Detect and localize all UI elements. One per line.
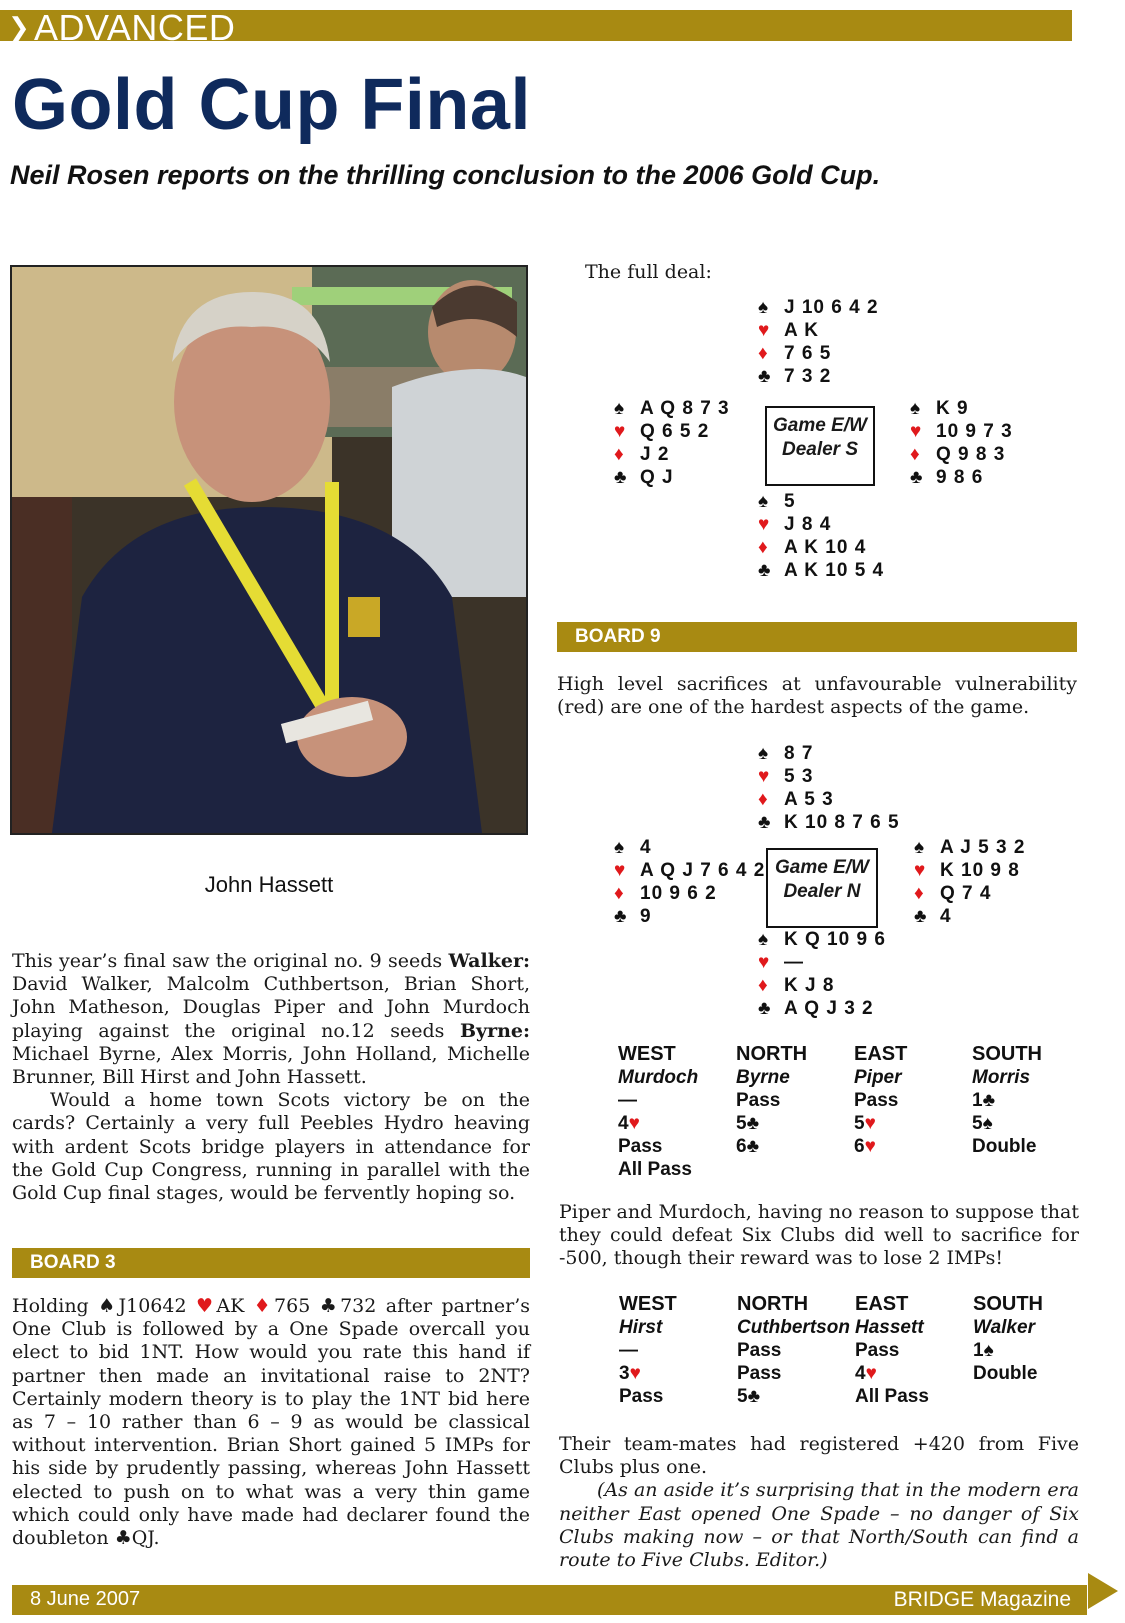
diamond-icon: ♦ xyxy=(614,444,624,465)
bid: Pass xyxy=(737,1340,782,1361)
spade-icon: ♠ xyxy=(98,1295,119,1317)
bid: Pass xyxy=(737,1363,782,1384)
intro-text-a: This year’s final saw the original no. 9 seeds xyxy=(12,950,449,972)
bid xyxy=(736,1135,854,1158)
board-3-text-a: Holding xyxy=(12,1295,99,1317)
diamond-icon: ♦ xyxy=(758,975,768,996)
auction-table-2 xyxy=(619,1293,1099,1408)
board-3-heading: BOARD 3 xyxy=(30,1252,116,1273)
heart-icon: ♥ xyxy=(865,1363,877,1384)
intro-text xyxy=(12,950,530,1205)
page-number-date: 8 June 2007 xyxy=(30,1588,141,1610)
auction-header-east: EAST xyxy=(854,1043,908,1065)
heart-icon: ♥ xyxy=(758,514,770,535)
bid-level: 5 xyxy=(972,1113,983,1134)
north-clubs: K 10 8 7 6 5 xyxy=(784,812,900,833)
intro-paragraph-2: Would a home town Scots victory be on the cards? Certainly a very full Peebles Hydro heaving with ardent Scots bridge players in attendance for the Gold Cup Congress, running in parallel with the Gold Cup final stages, would be fervently hoping so. xyxy=(12,1089,530,1205)
east-diamonds: Q 7 4 xyxy=(940,883,992,904)
spade-icon: ♠ xyxy=(758,743,769,764)
west-clubs: Q J xyxy=(640,467,674,488)
diamond-icon: ♦ xyxy=(914,883,924,904)
heart-icon: ♥ xyxy=(628,1113,640,1134)
south-clubs: A K 10 5 4 xyxy=(784,560,885,581)
west-clubs: 9 xyxy=(640,906,652,927)
bid xyxy=(618,1112,736,1135)
bid xyxy=(854,1135,972,1158)
bid-level: 5 xyxy=(736,1113,747,1134)
club-icon: ♣ xyxy=(747,1386,761,1407)
north-spades: J 10 6 4 2 xyxy=(784,297,879,318)
heart-icon: ♥ xyxy=(758,766,770,787)
bid: Pass xyxy=(618,1136,663,1157)
bid-level: 1 xyxy=(973,1340,984,1361)
west-hearts: Q 6 5 2 xyxy=(640,421,710,442)
bid-level: 5 xyxy=(854,1113,865,1134)
spade-icon: ♠ xyxy=(910,398,921,419)
club-icon: ♣ xyxy=(910,467,923,488)
deal-2-vulnerability-box xyxy=(766,848,878,928)
west-diamonds: 10 9 6 2 xyxy=(640,883,717,904)
board-9-heading: BOARD 9 xyxy=(575,626,661,647)
board-9-heading-bar xyxy=(557,622,1077,652)
club-icon: ♣ xyxy=(758,998,771,1019)
north-diamonds: A 5 3 xyxy=(784,789,834,810)
board-3-text-end: QJ. xyxy=(131,1527,160,1550)
photo-illustration xyxy=(12,267,526,833)
bid: All Pass xyxy=(618,1159,692,1180)
south-hearts: — xyxy=(784,952,804,973)
board-9-result-text xyxy=(559,1433,1079,1572)
spade-icon: ♠ xyxy=(982,1113,993,1134)
bid-level: 4 xyxy=(618,1113,629,1134)
section-banner xyxy=(0,7,1072,48)
club-icon: ♣ xyxy=(914,906,927,927)
chevron-right-icon: ❯ xyxy=(8,12,30,42)
auction-header-west: WEST xyxy=(618,1043,676,1065)
auction-header-south: SOUTH xyxy=(972,1043,1042,1065)
player-south: Morris xyxy=(972,1067,1031,1088)
player-west: Hirst xyxy=(619,1317,663,1338)
club-icon: ♣ xyxy=(758,812,771,833)
south-diamonds: A K 10 4 xyxy=(784,537,867,558)
footer-bar xyxy=(12,1585,1087,1615)
north-clubs: 7 3 2 xyxy=(784,366,832,387)
north-spades: 8 7 xyxy=(784,743,814,764)
heart-icon: ♥ xyxy=(864,1113,876,1134)
holding-hearts: AK xyxy=(216,1295,245,1317)
club-icon: ♣ xyxy=(319,1295,341,1317)
north-diamonds: 7 6 5 xyxy=(784,343,832,364)
auction-table-1 xyxy=(618,1043,1098,1181)
deal-2-south-hand xyxy=(758,928,886,1020)
club-icon: ♣ xyxy=(114,1527,132,1550)
board-3-heading-bar xyxy=(12,1248,530,1278)
spade-icon: ♠ xyxy=(614,398,625,419)
bid xyxy=(737,1385,855,1408)
south-spades: 5 xyxy=(784,491,796,512)
deal-1-east-hand xyxy=(910,397,1013,489)
bid: Pass xyxy=(736,1090,781,1111)
bid: Pass xyxy=(855,1340,900,1361)
diamond-icon: ♦ xyxy=(758,789,768,810)
west-spades: A Q 8 7 3 xyxy=(640,398,730,419)
deal-2-vulnerability: Game E/W xyxy=(775,857,869,878)
deal-2-east-hand xyxy=(914,836,1025,928)
bid xyxy=(973,1339,1091,1362)
board-9-intro: High level sacrifices at unfavourable vulnerability (red) are one of the hardest aspects of the game. xyxy=(557,673,1077,719)
player-north: Byrne xyxy=(736,1067,790,1088)
east-spades: A J 5 3 2 xyxy=(940,837,1026,858)
spade-icon: ♠ xyxy=(983,1340,994,1361)
club-icon: ♣ xyxy=(746,1136,760,1157)
south-diamonds: K J 8 xyxy=(784,975,835,996)
heart-icon: ♥ xyxy=(758,952,770,973)
east-clubs: 4 xyxy=(940,906,952,927)
south-clubs: A Q J 3 2 xyxy=(784,998,874,1019)
west-hearts: A Q J 7 6 4 2 xyxy=(640,860,766,881)
full-deal-label: The full deal: xyxy=(585,261,712,283)
bid: — xyxy=(619,1340,638,1361)
spade-icon: ♠ xyxy=(758,929,769,950)
diamond-icon: ♦ xyxy=(758,537,768,558)
player-west: Murdoch xyxy=(618,1067,699,1088)
magazine-name: BRIDGE Magazine xyxy=(893,1588,1071,1611)
auction-header-north: NORTH xyxy=(737,1293,809,1315)
heart-icon: ♥ xyxy=(614,421,626,442)
east-clubs: 9 8 6 xyxy=(936,467,984,488)
deal-1-south-hand xyxy=(758,490,884,582)
player-south: Walker xyxy=(973,1317,1035,1338)
bid: — xyxy=(618,1090,637,1111)
editor-aside: (As an aside it’s surprising that in the modern era neither East opened One Spade – no danger of Six Clubs making now – or that North/South can find a route to Five Clubs. Editor.) xyxy=(559,1479,1079,1572)
diamond-icon: ♦ xyxy=(253,1295,275,1317)
bid xyxy=(855,1362,973,1385)
spade-icon: ♠ xyxy=(758,297,769,318)
bid: Pass xyxy=(854,1090,899,1111)
bid xyxy=(972,1112,1090,1135)
john-hassett-photo xyxy=(10,265,528,835)
photo-caption: John Hassett xyxy=(204,872,334,897)
bid xyxy=(619,1362,737,1385)
auction-header-east: EAST xyxy=(855,1293,909,1315)
board-9-commentary: Piper and Murdoch, having no reason to suppose that they could defeat Six Clubs did well to sacrifice for -500, though their reward was to lose 2 IMPs! xyxy=(559,1201,1079,1270)
player-east: Hassett xyxy=(855,1317,924,1338)
deal-2-north-hand xyxy=(758,742,900,834)
spade-icon: ♠ xyxy=(614,837,625,858)
bid-level: 6 xyxy=(736,1136,747,1157)
bid: Pass xyxy=(619,1386,664,1407)
intro-paragraph-1 xyxy=(12,950,530,1089)
page-subtitle: Neil Rosen reports on the thrilling conclusion to the 2006 Gold Cup. xyxy=(10,160,881,190)
club-icon: ♣ xyxy=(758,366,771,387)
bid-level: 1 xyxy=(972,1090,983,1111)
bid-level: 6 xyxy=(854,1136,865,1157)
club-icon: ♣ xyxy=(614,906,627,927)
south-hearts: J 8 4 xyxy=(784,514,832,535)
heart-icon: ♥ xyxy=(914,860,926,881)
bid: All Pass xyxy=(855,1386,929,1407)
deal-1-vulnerability: Game E/W xyxy=(773,415,867,436)
deal-1-vulnerability-box xyxy=(765,406,875,486)
heart-icon: ♥ xyxy=(629,1363,641,1384)
west-spades: 4 xyxy=(640,837,652,858)
holding-clubs: 732 xyxy=(340,1295,377,1317)
spade-icon: ♠ xyxy=(914,837,925,858)
north-hearts: A K xyxy=(784,320,820,341)
deal-1-dealer: Dealer S xyxy=(781,439,859,460)
bid-level: 3 xyxy=(619,1363,630,1384)
heart-icon: ♥ xyxy=(864,1136,876,1157)
bid: Double xyxy=(972,1136,1037,1157)
deal-2-west-hand xyxy=(614,836,765,928)
south-spades: K Q 10 9 6 xyxy=(784,929,886,950)
deal-2-dealer: Dealer N xyxy=(783,881,861,902)
club-icon: ♣ xyxy=(746,1113,760,1134)
north-hearts: 5 3 xyxy=(784,766,814,787)
diamond-icon: ♦ xyxy=(910,444,920,465)
bid-level: 4 xyxy=(855,1363,866,1384)
bid xyxy=(854,1112,972,1135)
team-byrne-label: Byrne: xyxy=(459,1019,530,1042)
bid-level: 5 xyxy=(737,1386,748,1407)
intro-text-b: David Walker, Malcolm Cuthbertson, Brian Short, John Matheson, Douglas Piper and John Murdoch playing against the original no.12 seeds xyxy=(12,973,530,1042)
east-hearts: K 10 9 8 xyxy=(940,860,1020,881)
club-icon: ♣ xyxy=(982,1090,996,1111)
east-hearts: 10 9 7 3 xyxy=(936,421,1013,442)
deal-1-west-hand xyxy=(614,397,730,489)
heart-icon: ♥ xyxy=(910,421,922,442)
section-label: ADVANCED xyxy=(34,7,236,48)
player-east: Piper xyxy=(854,1067,902,1088)
east-diamonds: Q 9 8 3 xyxy=(936,444,1006,465)
auction-header-west: WEST xyxy=(619,1293,677,1315)
team-mates-result: Their team-mates had registered +420 from Five Clubs plus one. xyxy=(559,1433,1079,1479)
bid: Double xyxy=(973,1363,1038,1384)
club-icon: ♣ xyxy=(614,467,627,488)
bid xyxy=(972,1089,1090,1112)
east-spades: K 9 xyxy=(936,398,969,419)
auction-header-south: SOUTH xyxy=(973,1293,1043,1315)
team-walker-label: Walker: xyxy=(448,950,530,972)
heart-icon: ♥ xyxy=(195,1295,217,1317)
deal-1-north-hand xyxy=(758,296,879,388)
holding-diamonds: 765 xyxy=(274,1295,311,1317)
diamond-icon: ♦ xyxy=(614,883,624,904)
player-north: Cuthbertson xyxy=(737,1317,850,1338)
club-icon: ♣ xyxy=(758,560,771,581)
heart-icon: ♥ xyxy=(758,320,770,341)
board-3-text-b: after partner’s One Club is followed by a One Spade overcall you elect to bid 1NT. How would you rate this hand if partner then made an invitational raise to 2NT? Certainly modern theory is to play the 1NT bid here as 7 – 10 rather than 6 – 9 as would be classical without intervention. Brian Short gained 5 IMPs for his side by prudently passing, whereas John Hassett elected to push on to what was a very thin game which could only have made had declarer found the doubleton xyxy=(12,1295,531,1550)
holding-spades: J10642 xyxy=(118,1295,187,1317)
auction-header-north: NORTH xyxy=(736,1043,808,1065)
board-3-text xyxy=(12,1295,530,1550)
page-title: Gold Cup Final xyxy=(12,65,531,145)
heart-icon: ♥ xyxy=(614,860,626,881)
west-diamonds: J 2 xyxy=(640,444,670,465)
diamond-icon: ♦ xyxy=(758,343,768,364)
intro-text-c: Michael Byrne, Alex Morris, John Holland, Michelle Brunner, Bill Hirst and John Hassett. xyxy=(12,1042,530,1089)
bid xyxy=(736,1112,854,1135)
next-page-arrow-icon xyxy=(1088,1573,1118,1609)
spade-icon: ♠ xyxy=(758,491,769,512)
